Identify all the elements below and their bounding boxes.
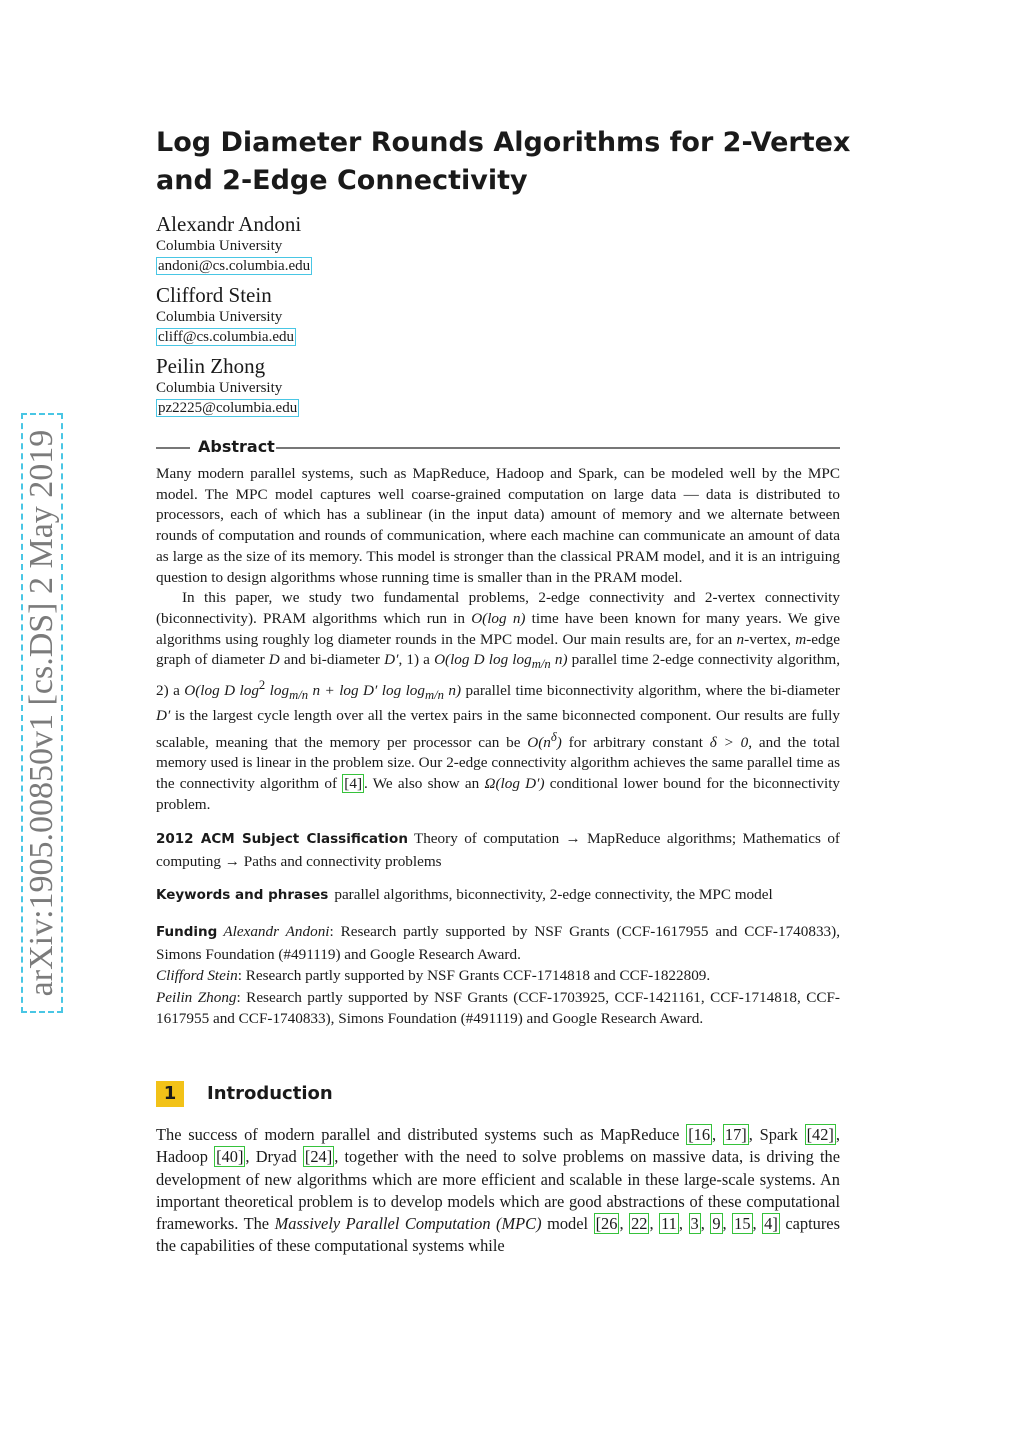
- citation-link[interactable]: 3: [690, 1214, 699, 1234]
- author-block: [156, 212, 312, 276]
- citation-link[interactable]: [24]: [304, 1147, 333, 1167]
- abstract-paragraph: In this paper, we study two fundamental problems, 2-edge connectivity and 2-vertex connectivity (biconnectivity). PRAM algorithms which run in O(log n) time have been known for many years. We give algorithms using roughly log diameter rounds in the MPC model. Our main results are, for an n-vertex, m-edge graph of diameter D and bi-diameter D′, 1) a O(log D $\log \log_{m/n} n$) parallel time 2-edge connectivity algorithm, 2) a O(log D $\log^2 \log_{m/n} n + \log D'$ $\log \log_{m/n} n$) parallel time biconnectivity algorithm, where the bi-diameter D′ is the largest cycle length over all the vertex pairs in the same biconnected component. Our results are fully scalable, meaning that the memory per processor can be $O(n^\delta)$ for arbitrary constant δ > 0, and the total memory used is linear in the problem size. Our 2-edge connectivity algorithm achieves the same parallel time as the connectivity algorithm of [4] . We also show an Ω(log D′) conditional lower bound for the biconnectivity problem.: [156, 589, 841, 813]
- citation-link[interactable]: [4]: [344, 775, 363, 793]
- author-email: [156, 327, 296, 347]
- keywords-text: parallel algorithms, biconnectivity, 2-edge connectivity, the MPC model: [334, 886, 773, 903]
- citation-link[interactable]: [42]: [806, 1125, 834, 1144]
- rule-divider: [156, 447, 190, 449]
- funder-name: Alexandr Andoni: [223, 923, 330, 940]
- citation-link[interactable]: 22: [631, 1214, 648, 1234]
- acm-classification: [156, 828, 840, 872]
- funder-name: Clifford Stein: [156, 967, 238, 984]
- citation-link[interactable]: [26: [595, 1214, 618, 1234]
- funder-name: Peilin Zhong: [156, 988, 237, 1006]
- introduction-body: [156, 1124, 840, 1258]
- abstract-body: [156, 464, 840, 815]
- acm-label: 2012 ACM Subject Classification: [156, 831, 408, 847]
- funding: Funding Alexandr Andoni: Research partly supported by NSF Grants (CCF-1617955 and CCF-1740833), Simons Foundation (#491119) and Google Research Award. Clifford Stein: Research partly supported by NSF Grants CCF-1714818 and CCF-1822809. Peilin Zhong: Research partly supported by NSF Grants (CCF-1703925, CCF-1421161, CCF-1714818, CCF-1617955 and CCF-1740833), Simons Foundation (#491119) and Google Research Award.: [156, 923, 840, 1027]
- section-title: Introduction: [207, 1083, 333, 1104]
- funding-label: Funding: [156, 924, 218, 940]
- paper-title: Log Diameter Rounds Algorithms for 2-Vertex and 2-Edge Connectivity: [156, 127, 851, 196]
- author-block: [156, 283, 296, 347]
- acm-text: Theory of computation → MapReduce algorithms; Mathematics of computing → Paths and connectivity problems: [156, 830, 840, 870]
- citation-link[interactable]: 17]: [724, 1125, 747, 1144]
- email-link[interactable]: cliff@cs.columbia.edu: [158, 329, 294, 345]
- author-block: [156, 354, 299, 418]
- keywords: [156, 884, 840, 907]
- citation-link[interactable]: 11: [661, 1214, 677, 1234]
- abstract-heading: [156, 436, 840, 458]
- author-affiliation: Columbia University: [156, 309, 283, 325]
- author-email: [156, 256, 312, 276]
- author-affiliation: Columbia University: [156, 238, 283, 254]
- author-name: Peilin Zhong: [156, 354, 266, 378]
- email-link[interactable]: andoni@cs.columbia.edu: [158, 258, 311, 274]
- intro-paragraph: The success of modern parallel and distributed systems such as MapReduce [16 , 17] , Spark [42] , Hadoop [40] , Dryad [24] , together with the need to solve problems on massive data, is driving the development of new algorithms which are more efficient and scalable in these large-scale systems. An important theoretical problem is to develop models which are good abstractions of these computational frameworks. The Massively Parallel Computation (MPC) model [26 , 22 , 11 , 3 , 9 , 15 , 4] captures the capabilities of these computational systems while: [156, 1125, 840, 1256]
- author-name: Clifford Stein: [156, 283, 272, 307]
- citation-link[interactable]: 4]: [764, 1214, 778, 1234]
- citation-link[interactable]: 9: [712, 1214, 721, 1234]
- citation-link[interactable]: 15: [734, 1214, 751, 1234]
- arxiv-stamp[interactable]: arXiv:1905.00850v1 [cs.DS] 2 May 2019: [23, 429, 60, 997]
- keywords-label: Keywords and phrases: [156, 887, 329, 903]
- abstract-label: Abstract: [198, 437, 275, 456]
- citation-link[interactable]: [16: [688, 1125, 711, 1144]
- author-affiliation: Columbia University: [156, 380, 283, 396]
- author-name: Alexandr Andoni: [156, 212, 302, 236]
- abstract-paragraph: Many modern parallel systems, such as MapReduce, Hadoop and Spark, can be modeled well by the MPC model. The MPC model captures well coarse-grained computation on large data — data is distributed to processors, each of which has a sublinear (in the input data) amount of memory and we alternate between rounds of computation and rounds of communication, where each machine can communicate an amount of data as large as the size of its memory. This model is stronger than the classical PRAM model, and it is an intriguing question to design algorithms whose running time is smaller than in the PRAM model.: [156, 465, 840, 586]
- author-email: [156, 398, 299, 418]
- email-link[interactable]: pz2225@columbia.edu: [158, 400, 298, 416]
- citation-link[interactable]: [40]: [216, 1147, 244, 1167]
- section-number: 1: [156, 1081, 184, 1107]
- rule-divider: [276, 447, 840, 449]
